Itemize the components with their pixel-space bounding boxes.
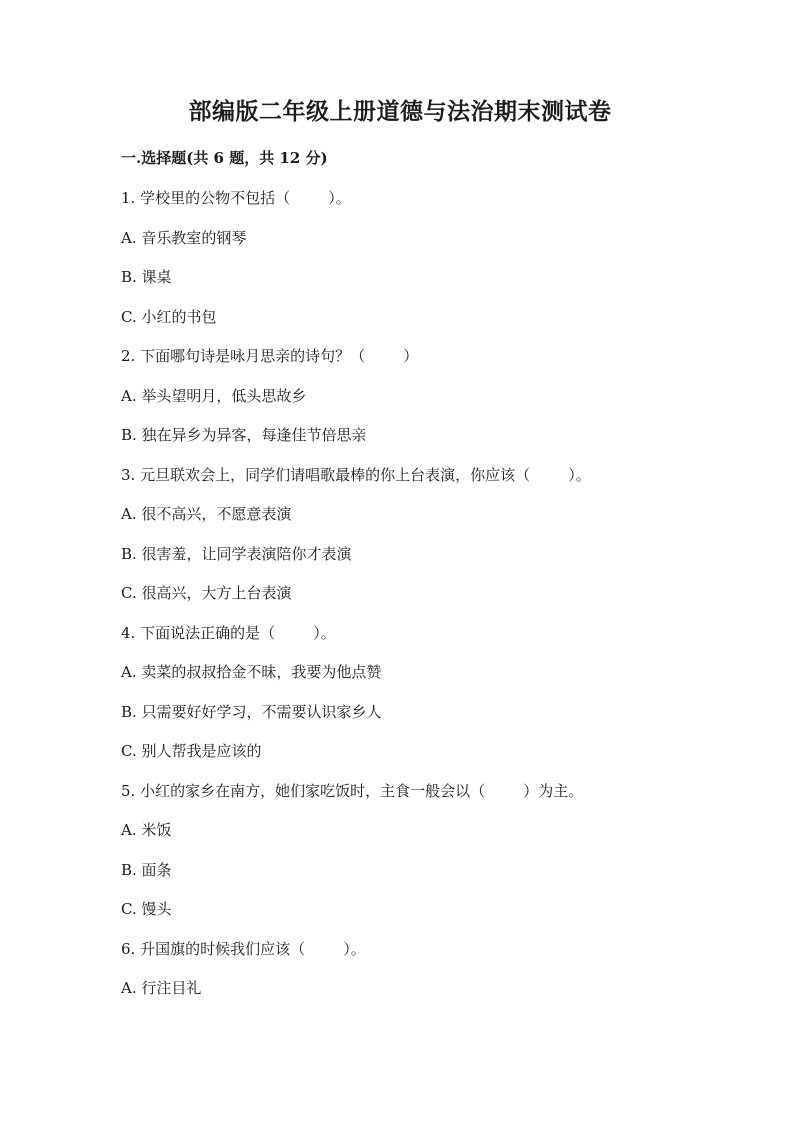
answer-option: A. 行注目礼 bbox=[121, 979, 202, 997]
answer-option: A. 米饭 bbox=[121, 821, 172, 839]
question-stem: 6. 升国旗的时候我们应该（ ）。 bbox=[121, 940, 366, 958]
answer-option: C. 别人帮我是应该的 bbox=[121, 742, 262, 760]
answer-option: C. 馒头 bbox=[121, 900, 172, 918]
answer-option: C. 小红的书包 bbox=[121, 308, 217, 326]
question-stem: 5. 小红的家乡在南方，她们家吃饭时，主食一般会以（ ）为主。 bbox=[121, 782, 584, 800]
answer-option: B. 只需要好好学习，不需要认识家乡人 bbox=[121, 703, 382, 721]
answer-option: A. 卖菜的叔叔拾金不昧，我要为他点赞 bbox=[121, 663, 382, 681]
question-stem: 1. 学校里的公物不包括（ ）。 bbox=[121, 189, 351, 207]
question-stem: 4. 下面说法正确的是（ ）。 bbox=[121, 624, 336, 642]
page-title: 部编版二年级上册道德与法治期末测试卷 bbox=[188, 98, 612, 125]
question-stem: 3. 元旦联欢会上，同学们请唱歌最棒的你上台表演，你应该（ ）。 bbox=[121, 466, 591, 484]
answer-option: A. 举头望明月，低头思故乡 bbox=[121, 387, 307, 405]
answer-option: B. 课桌 bbox=[121, 268, 172, 286]
answer-option: B. 很害羞，让同学表演陪你才表演 bbox=[121, 545, 352, 563]
question-stem: 2. 下面哪句诗是咏月思亲的诗句？（ ） bbox=[121, 347, 419, 365]
answer-option: A. 很不高兴，不愿意表演 bbox=[121, 505, 292, 523]
answer-option: B. 独在异乡为异客，每逢佳节倍思亲 bbox=[121, 426, 367, 444]
answer-option: B. 面条 bbox=[121, 861, 172, 879]
answer-option: C. 很高兴，大方上台表演 bbox=[121, 584, 292, 602]
section-heading: 一.选择题(共 6 题，共 12 分) bbox=[121, 149, 328, 167]
answer-option: A. 音乐教室的钢琴 bbox=[121, 229, 247, 247]
